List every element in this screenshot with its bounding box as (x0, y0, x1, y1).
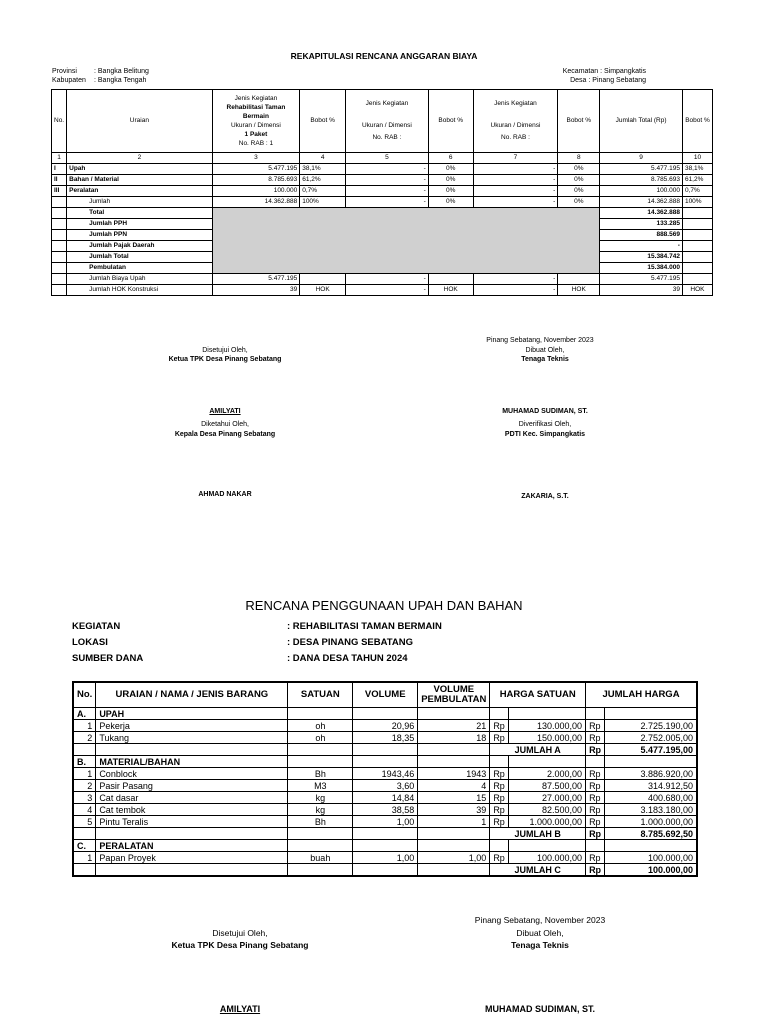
rab-summary-row: Jumlah Total 15.384.742 (52, 252, 713, 263)
rpub-head-volume: VOLUME (353, 682, 418, 708)
rpub-item-row: 5 Pintu Teralis Bh 1,00 1 Rp 1.000.000,00 Rp 1.000.000,00 (73, 816, 697, 828)
col-num: 1 (52, 153, 67, 164)
rab-biaya-upah-row: Jumlah Biaya Upah 5.477.195 - - 5.477.195 (52, 274, 713, 285)
rab-summary-row: Total 14.362.888 (52, 208, 713, 219)
rab-muhamad: MUHAMAD SUDIMAN, ST. (502, 408, 588, 415)
rpub-head-no: No. (73, 682, 96, 708)
rpub-item-row: 1 Papan Proyek buah 1,00 1,00 Rp 100.000,00 Rp 100.000,00 (73, 852, 697, 864)
col-num: 5 (346, 153, 429, 164)
rpub-lokasi: : DESA PINANG SEBATANG (287, 637, 413, 648)
desa-value: Desa : Pinang Sebatang (570, 77, 646, 84)
rab-head-bobot3: Bobot % (558, 90, 600, 153)
rab-ketua: Ketua TPK Desa Pinang Sebatang (168, 356, 282, 363)
rab-disetujui: Disetujui Oleh, (202, 347, 248, 354)
rpub-title: RENCANA PENGGUNAAN UPAH DAN BAHAN (245, 598, 523, 613)
rab-pdti: PDTI Kec. Simpangkatis (504, 431, 586, 438)
rab-zakaria: ZAKARIA, S.T. (521, 493, 569, 500)
rab-row: I Upah 5.477.195 38,1% - 0% - 0% 5.477.195 38,1% (52, 164, 713, 175)
rpub-muhamad: MUHAMAD SUDIMAN, ST. (485, 1004, 595, 1014)
rab-table (51, 89, 713, 296)
rpub-lokasi-label: LOKASI (72, 637, 108, 648)
rpub-subtotal-row: JUMLAH A Rp 5.477.195,00 (73, 744, 697, 756)
rab-head-keg2: Jenis Kegiatan Ukuran / Dimensi No. RAB : (346, 90, 429, 153)
rpub-amilyati: AMILYATI (219, 1004, 261, 1014)
col-num: 6 (428, 153, 473, 164)
rpub-sumber-label: SUMBER DANA (72, 653, 144, 664)
rab-head-keg3: Jenis Kegiatan Ukuran / Dimensi No. RAB : (473, 90, 558, 153)
rpub-head-jumlah: JUMLAH HARGA (586, 682, 697, 708)
rpub-dibuat: Dibuat Oleh, (516, 928, 564, 938)
provinsi-label: Provinsi (52, 68, 77, 75)
rpub-item-row: 3 Cat dasar kg 14,84 15 Rp 27.000,00 Rp 400.680,00 (73, 792, 697, 804)
rab-diverifikasi: Diverifikasi Oleh, (518, 421, 572, 428)
rab-head-bobot2: Bobot % (428, 90, 473, 153)
rab-tenaga: Tenaga Teknis (521, 356, 569, 363)
rab-ahmad: AHMAD NAKAR (198, 491, 252, 498)
rpub-sumber: : DANA DESA TAHUN 2024 (287, 653, 408, 664)
rab-amilyati: AMILYATI (209, 408, 241, 415)
col-num: 2 (67, 153, 213, 164)
rpub-table (72, 681, 698, 877)
col-num: 8 (558, 153, 600, 164)
col-num: 3 (212, 153, 300, 164)
rab-summary-row: Jumlah Pajak Daerah - (52, 241, 713, 252)
rab-row: III Peralatan 100.000 0,7% - 0% - 0% 100.000 0,7% (52, 186, 713, 197)
kabupaten-label: Kabupaten (52, 77, 86, 84)
rab-dibuat: Dibuat Oleh, (525, 347, 565, 354)
rab-head-uraian: Uraian (67, 90, 213, 153)
rpub-section-row: C. PERALATAN (73, 840, 697, 852)
kecamatan-value: Kecamatan : Simpangkatis (562, 68, 646, 75)
rpub-head-satuan: SATUAN (288, 682, 353, 708)
rab-row: Jumlah 14.362.888 100% - 0% - 0% 14.362.888 100% (52, 197, 713, 208)
rab-summary-row: Jumlah PPN 888.569 (52, 230, 713, 241)
rpub-subtotal-row: JUMLAH C Rp 100.000,00 (73, 864, 697, 877)
rpub-item-row: 1 Pekerja oh 20,96 21 Rp 130.000,00 Rp 2.725.190,00 (73, 720, 697, 732)
rab-row: II Bahan / Material 8.785.693 61,2% - 0% - 0% 8.785.693 61,2% (52, 175, 713, 186)
rab-head-no: No. (52, 90, 67, 153)
rpub-item-row: 2 Tukang oh 18,35 18 Rp 150.000,00 Rp 2.752.005,00 (73, 732, 697, 744)
rab-title: REKAPITULASI RENCANA ANGGARAN BIAYA (290, 51, 478, 61)
rab-kepala: Kepala Desa Pinang Sebatang (174, 431, 276, 438)
rab-head-total: Jumlah Total (Rp) (600, 90, 683, 153)
rab-head-keg1: Jenis Kegiatan Rehabilitasi Taman Bermain Ukuran / Dimensi 1 Paket No. RAB : 1 (212, 90, 300, 153)
rpub-section-row: B. MATERIAL/BAHAN (73, 756, 697, 768)
rpub-tenaga: Tenaga Teknis (511, 940, 569, 950)
rpub-section-row: A. UPAH (73, 708, 697, 720)
col-num: 10 (682, 153, 712, 164)
rpub-head-uraian: URAIAN / NAMA / JENIS BARANG (96, 682, 288, 708)
provinsi-value: : Bangka Belitung (94, 68, 149, 75)
col-num: 7 (473, 153, 558, 164)
rab-diketahui: Diketahui Oleh, (201, 421, 249, 428)
rpub-ketua: Ketua TPK Desa Pinang Sebatang (171, 940, 309, 950)
kabupaten-value: : Bangka Tengah (94, 77, 147, 84)
rpub-kegiatan-label: KEGIATAN (72, 621, 121, 632)
rpub-item-row: 2 Pasir Pasang M3 3,60 4 Rp 87.500,00 Rp 314.912,50 (73, 780, 697, 792)
rab-summary-row: Jumlah PPH 133.285 (52, 219, 713, 230)
rpub-head-harga: HARGA SATUAN (490, 682, 586, 708)
rab-hok-row: Jumlah HOK Konstruksi 39 HOK - HOK - HOK 39 HOK (52, 285, 713, 296)
rab-place-date: Pinang Sebatang, November 2023 (486, 337, 594, 344)
rpub-head-vol-pemb: VOLUME PEMBULATAN (418, 682, 490, 708)
rpub-item-row: 1 Conblock Bh 1943,46 1943 Rp 2.000,00 Rp 3.886.920,00 (73, 768, 697, 780)
rpub-item-row: 4 Cat tembok kg 38,58 39 Rp 82.500,00 Rp 3.183.180,00 (73, 804, 697, 816)
col-num: 4 (300, 153, 346, 164)
rab-head-bobot-total: Bobot % (682, 90, 712, 153)
rpub-kegiatan: : REHABILITASI TAMAN BERMAIN (287, 621, 442, 632)
rab-head-bobot1: Bobot % (300, 90, 346, 153)
rpub-subtotal-row: JUMLAH B Rp 8.785.692,50 (73, 828, 697, 840)
col-num: 9 (600, 153, 683, 164)
rpub-place-date: Pinang Sebatang, November 2023 (474, 915, 606, 925)
rab-summary-row: Pembulatan 15.384.000 (52, 263, 713, 274)
rpub-disetujui: Disetujui Oleh, (212, 928, 268, 938)
